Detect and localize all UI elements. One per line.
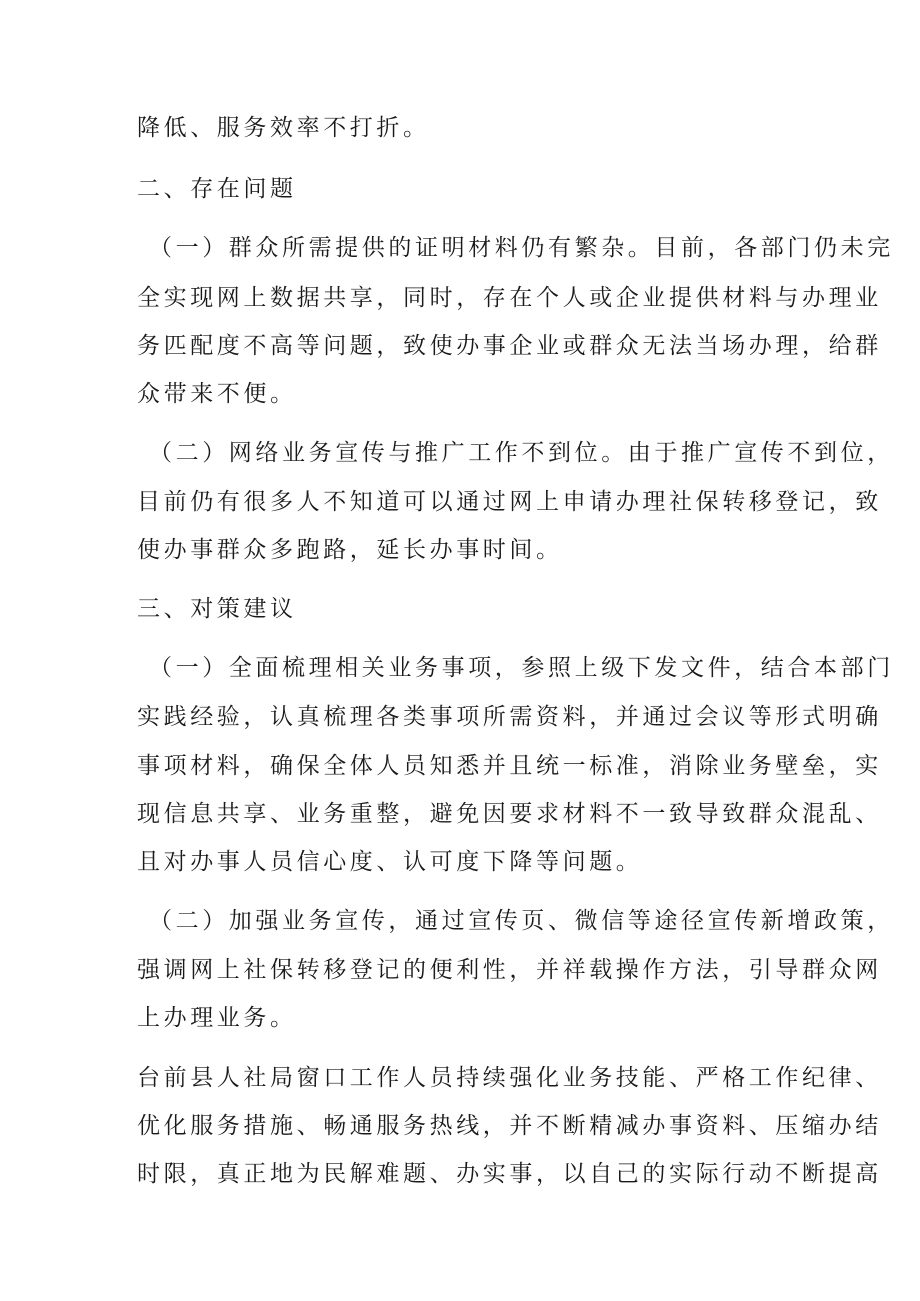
text-line: 台前县人社局窗口工作人员持续强化业务技能、严格工作纪律、 bbox=[137, 1065, 882, 1091]
text-line: 目前仍有很多人不知道可以通过网上申请办理社保转移登记，致 bbox=[137, 489, 882, 515]
text-line: 使办事群众多跑路，延长办事时间。 bbox=[137, 537, 563, 563]
text-line: 全实现网上数据共享，同时，存在个人或企业提供材料与办理业 bbox=[137, 285, 882, 311]
text-line: 务匹配度不高等问题，致使办事企业或群众无法当场办理，给群 bbox=[137, 333, 882, 359]
text-line: 且对办事人员信心度、认可度下降等问题。 bbox=[137, 849, 643, 875]
text-line: （一）群众所需提供的证明材料仍有繁杂。目前，各部门仍未完 bbox=[149, 235, 894, 261]
text-line: （二）加强业务宣传，通过宣传页、微信等途径宣传新增政策， bbox=[149, 908, 894, 934]
text-line: 上办理业务。 bbox=[137, 1005, 297, 1031]
text-line: 现信息共享、业务重整，避免因要求材料不一致导致群众混乱、 bbox=[137, 801, 882, 827]
text-line: 时限，真正地为民解难题、办实事，以自己的实际行动不断提高 bbox=[137, 1161, 882, 1187]
text-line: （二）网络业务宣传与推广工作不到位。由于推广宣传不到位， bbox=[149, 440, 894, 466]
section-heading: 二、存在问题 bbox=[137, 176, 297, 202]
text-line: 众带来不便。 bbox=[137, 381, 297, 407]
text-line: 优化服务措施、畅通服务热线，并不断精减办事资料、压缩办结 bbox=[137, 1113, 882, 1139]
text-line: 降低、服务效率不打折。 bbox=[137, 115, 430, 141]
text-line: 实践经验，认真梳理各类事项所需资料，并通过会议等形式明确 bbox=[137, 704, 882, 730]
text-line: 事项材料，确保全体人员知悉并且统一标准，消除业务壁垒，实 bbox=[137, 753, 882, 779]
section-heading: 三、对策建议 bbox=[137, 596, 297, 622]
text-line: （一）全面梳理相关业务事项，参照上级下发文件，结合本部门 bbox=[149, 655, 894, 681]
text-line: 强调网上社保转移登记的便利性，并祥载操作方法，引导群众网 bbox=[137, 957, 882, 983]
